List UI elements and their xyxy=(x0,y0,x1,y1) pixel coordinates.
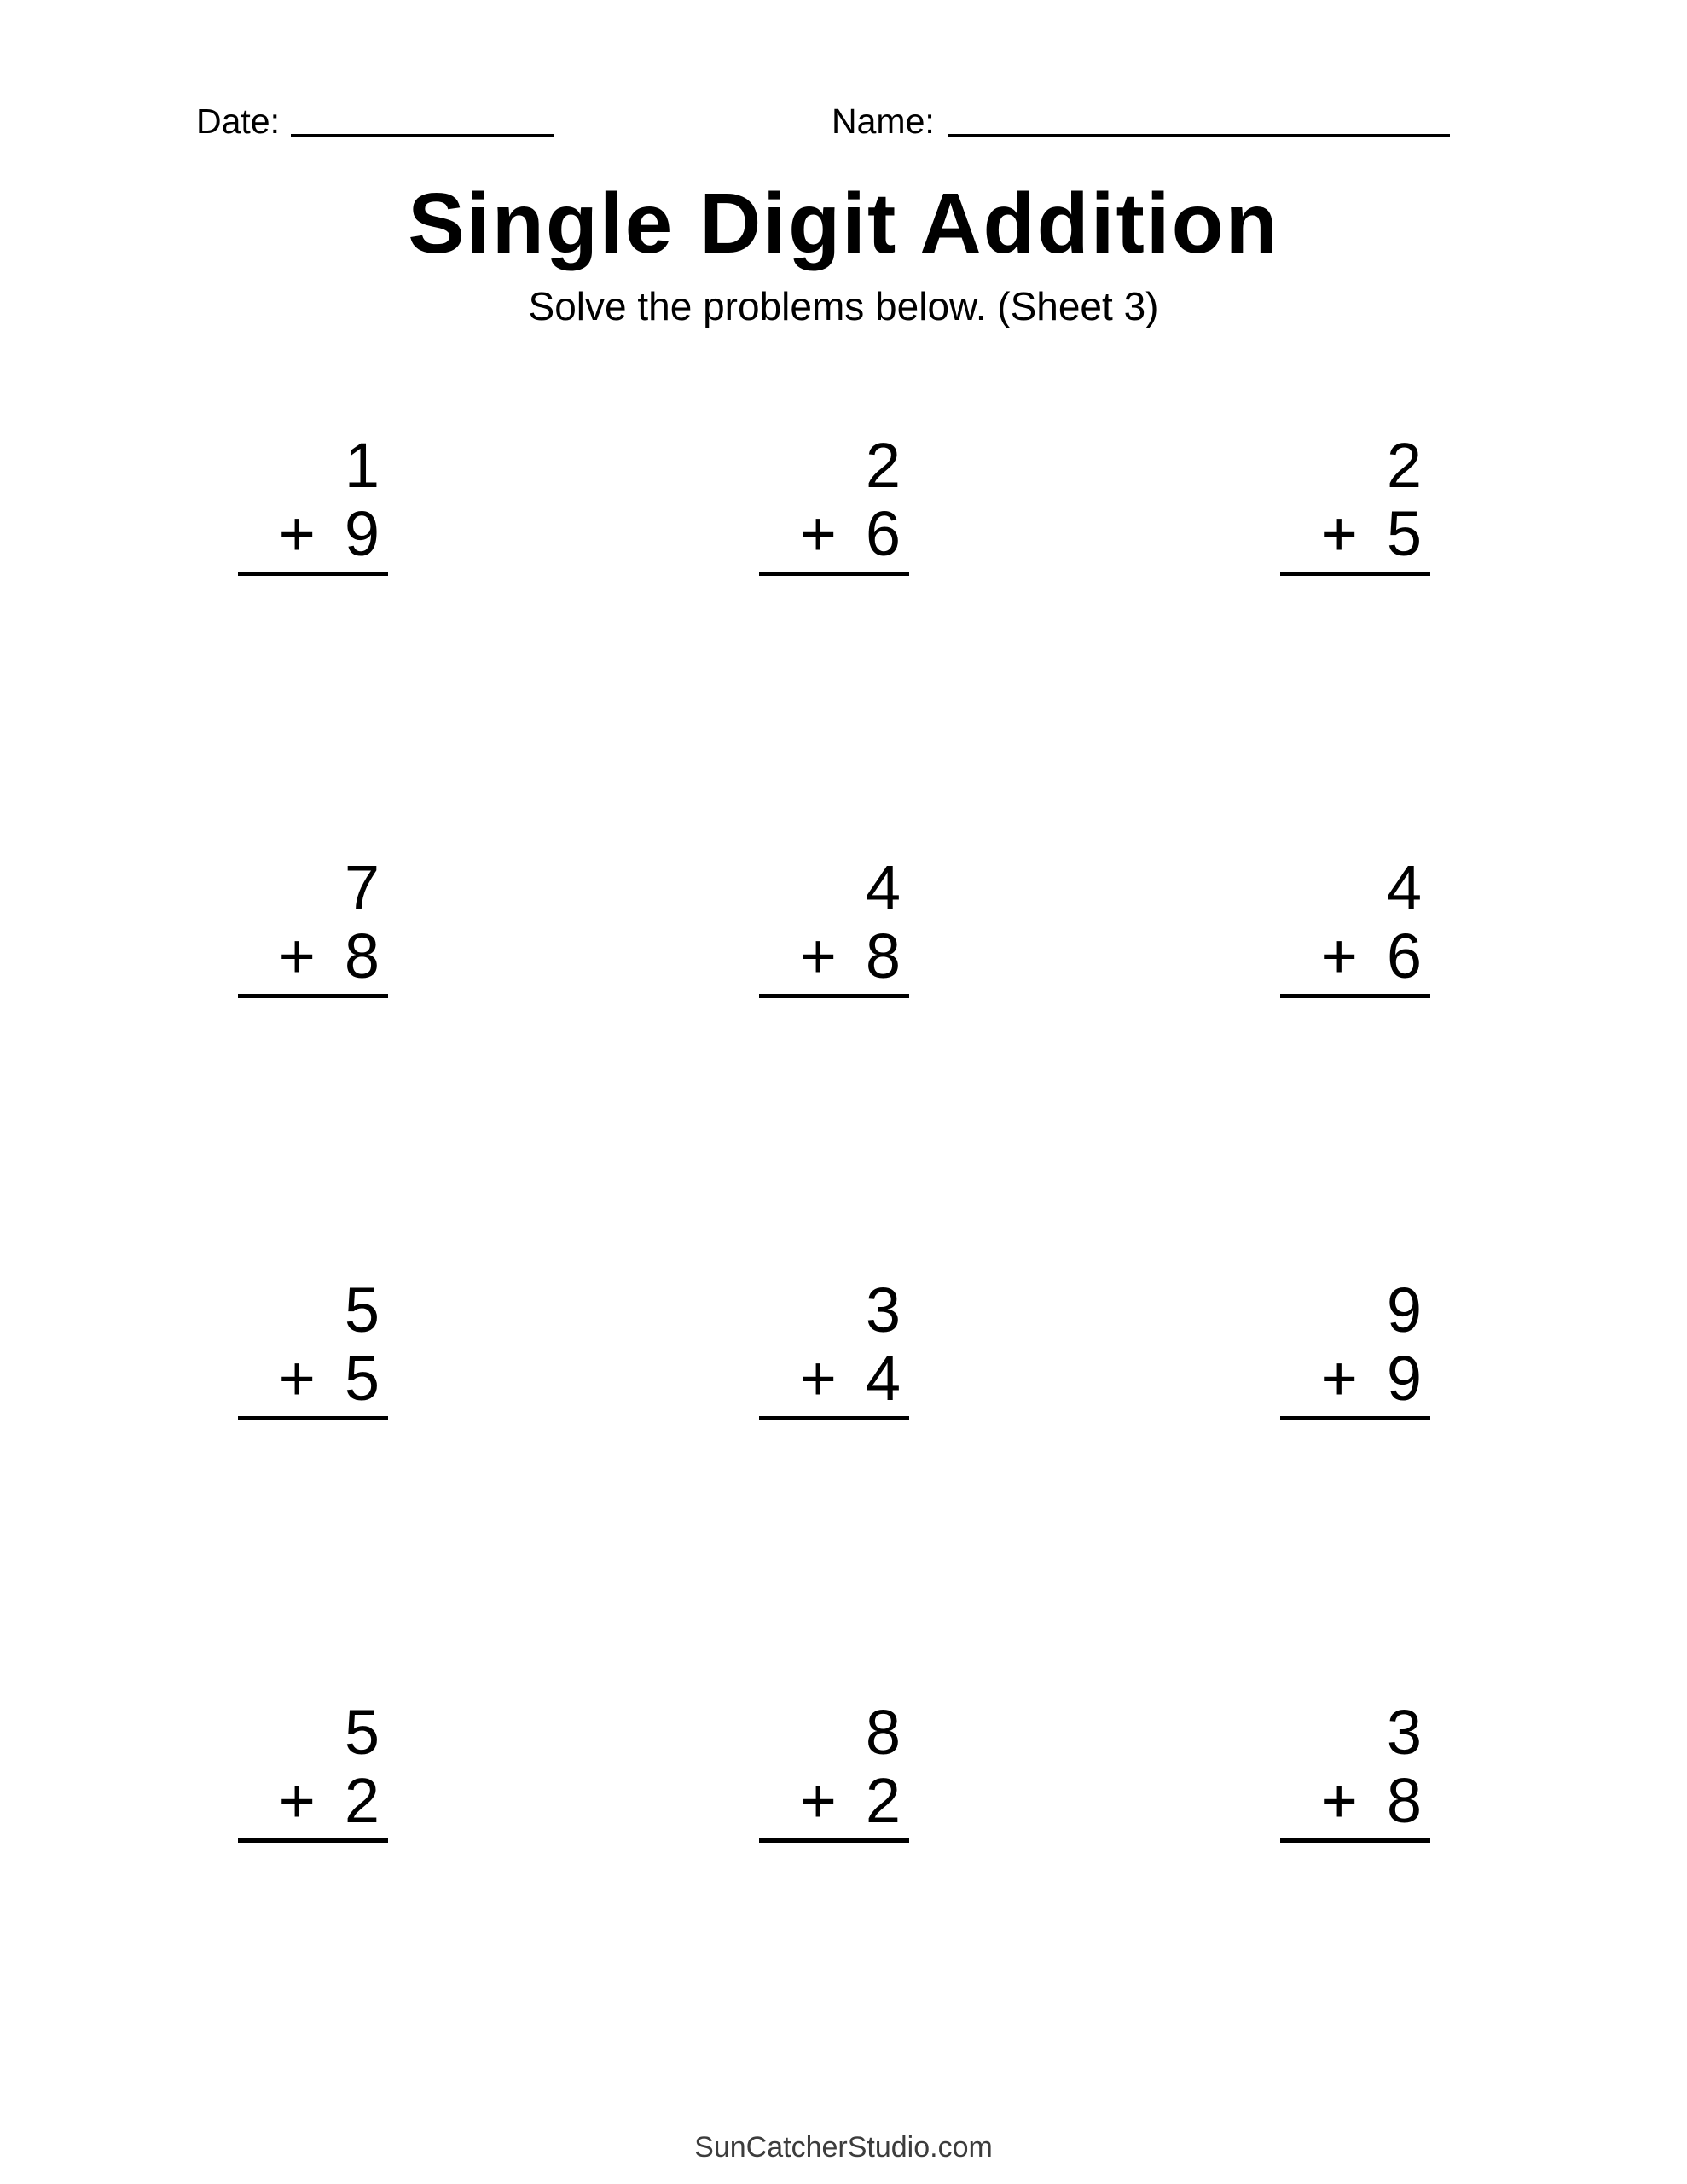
problem-top-operand: 4 xyxy=(865,852,901,923)
answer-line xyxy=(1280,1416,1430,1420)
problem-top-operand: 5 xyxy=(344,1697,380,1768)
problem-bottom-row xyxy=(1280,922,1430,990)
answer-line xyxy=(1280,994,1430,998)
problem-bottom-row xyxy=(1280,500,1430,568)
problem-bottom-row xyxy=(238,500,388,568)
plus-operator: + xyxy=(1320,498,1358,569)
answer-line xyxy=(238,1416,388,1420)
answer-line xyxy=(238,1838,388,1843)
name-blank-line xyxy=(948,134,1450,137)
addition-problem xyxy=(1280,854,1430,998)
answer-line xyxy=(759,572,909,576)
answer-line xyxy=(1280,1838,1430,1843)
answer-line xyxy=(759,1838,909,1843)
page-subtitle: Solve the problems below. (Sheet 3) xyxy=(528,284,1159,328)
problem-bottom-operand: 8 xyxy=(1386,1765,1422,1836)
plus-operator: + xyxy=(799,921,837,991)
addition-problem xyxy=(1280,432,1430,576)
addition-problem xyxy=(759,432,909,576)
plus-operator: + xyxy=(1320,1765,1358,1836)
problem-bottom-operand: 8 xyxy=(865,921,901,991)
date-blank-line xyxy=(291,134,554,137)
problem-bottom-operand: 4 xyxy=(865,1343,901,1414)
plus-operator: + xyxy=(1320,921,1358,991)
problem-top-operand: 8 xyxy=(865,1697,901,1768)
problem-bottom-row xyxy=(759,1345,909,1413)
addition-problem xyxy=(759,1699,909,1843)
answer-line xyxy=(759,994,909,998)
addition-problem xyxy=(238,854,388,998)
problem-bottom-operand: 8 xyxy=(344,921,380,991)
plus-operator: + xyxy=(799,498,837,569)
name-label: Name: xyxy=(832,102,935,141)
problem-bottom-operand: 2 xyxy=(865,1765,901,1836)
problem-bottom-row xyxy=(238,1345,388,1413)
problem-bottom-row xyxy=(759,1767,909,1835)
date-label: Date: xyxy=(196,102,280,141)
problem-top-operand: 7 xyxy=(344,852,380,923)
problem-top-operand: 5 xyxy=(344,1275,380,1345)
problem-bottom-operand: 9 xyxy=(1386,1343,1422,1414)
problem-bottom-row xyxy=(238,922,388,990)
problem-bottom-operand: 5 xyxy=(1386,498,1422,569)
problem-top-operand: 3 xyxy=(1386,1697,1422,1768)
plus-operator: + xyxy=(1320,1343,1358,1414)
problem-bottom-row xyxy=(1280,1345,1430,1413)
problem-top-operand: 2 xyxy=(1386,430,1422,501)
problem-bottom-row xyxy=(759,922,909,990)
problem-top-operand: 3 xyxy=(865,1275,901,1345)
plus-operator: + xyxy=(278,498,316,569)
problem-bottom-operand: 9 xyxy=(344,498,380,569)
plus-operator: + xyxy=(278,1343,316,1414)
problem-top-operand: 1 xyxy=(344,430,380,501)
problem-bottom-operand: 6 xyxy=(865,498,901,569)
problem-top-operand: 9 xyxy=(1386,1275,1422,1345)
plus-operator: + xyxy=(799,1343,837,1414)
addition-problem xyxy=(238,432,388,576)
addition-problem xyxy=(759,1276,909,1420)
addition-problem xyxy=(238,1699,388,1843)
problem-bottom-row xyxy=(238,1767,388,1835)
website-credit: SunCatcherStudio.com xyxy=(694,2131,993,2164)
plus-operator: + xyxy=(799,1765,837,1836)
problem-top-operand: 4 xyxy=(1386,852,1422,923)
problem-bottom-operand: 6 xyxy=(1386,921,1422,991)
problem-bottom-row xyxy=(1280,1767,1430,1835)
problem-bottom-operand: 5 xyxy=(344,1343,380,1414)
plus-operator: + xyxy=(278,921,316,991)
plus-operator: + xyxy=(278,1765,316,1836)
page-title: Single Digit Addition xyxy=(408,176,1279,271)
addition-problem xyxy=(759,854,909,998)
answer-line xyxy=(238,572,388,576)
answer-line xyxy=(1280,572,1430,576)
addition-problem xyxy=(1280,1699,1430,1843)
problem-top-operand: 2 xyxy=(865,430,901,501)
addition-problem xyxy=(1280,1276,1430,1420)
answer-line xyxy=(238,994,388,998)
problem-bottom-row xyxy=(759,500,909,568)
problem-bottom-operand: 2 xyxy=(344,1765,380,1836)
addition-problem xyxy=(238,1276,388,1420)
answer-line xyxy=(759,1416,909,1420)
